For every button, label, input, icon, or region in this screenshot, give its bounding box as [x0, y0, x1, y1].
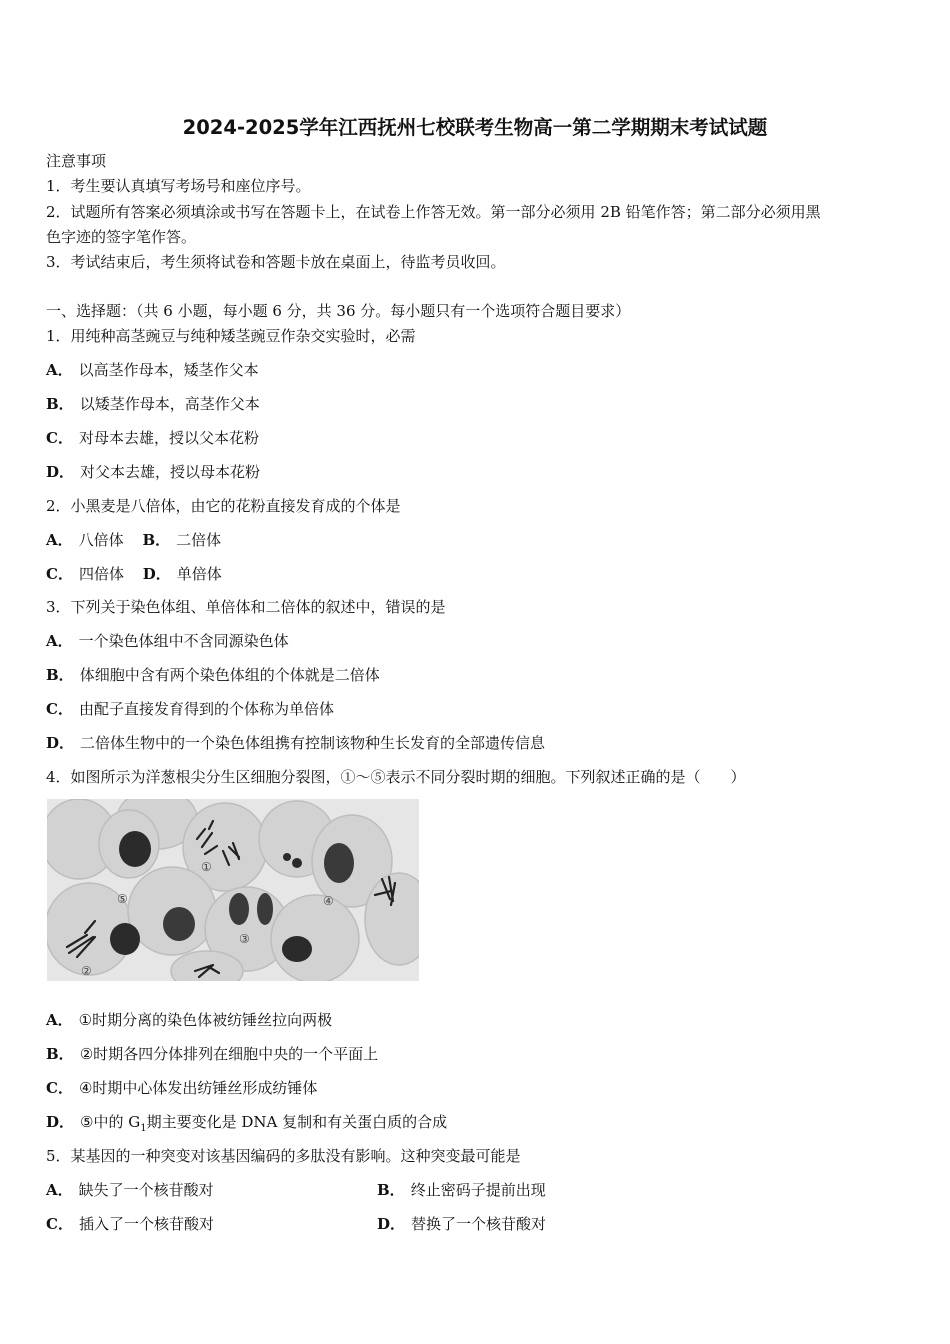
option-text: 二倍体 — [176, 531, 222, 549]
q1-option-c — [46, 428, 259, 448]
option-letter: A． — [46, 1011, 73, 1029]
q4-option-d — [46, 1112, 447, 1139]
option-text: ④时期中心体发出纺锤丝形成纺锤体 — [78, 1079, 318, 1097]
option-text: ②时期各四分体排列在细胞中央的一个平面上 — [79, 1045, 379, 1063]
subscript: 1 — [140, 1123, 147, 1134]
option-letter: A． — [46, 632, 73, 650]
q4-option-a — [46, 1010, 332, 1030]
q5-stem: 5．某基因的一种突变对该基因编码的多肽没有影响。这种突变最可能是 — [46, 1147, 521, 1165]
option-text: 替换了一个核苷酸对 — [411, 1215, 547, 1233]
option-letter: B． — [142, 531, 171, 549]
notice-item-3: 3．考试结束后，考生须将试卷和答题卡放在桌面上，待监考员收回。 — [46, 253, 506, 271]
option-letter: D． — [377, 1215, 406, 1233]
option-text: 缺失了一个核苷酸对 — [78, 1181, 214, 1199]
q5-option-a — [46, 1180, 214, 1200]
notice-heading: 注意事项 — [46, 152, 107, 170]
q2-options-row-2 — [46, 564, 222, 584]
option-letter: B． — [377, 1181, 405, 1199]
option-letter: D． — [46, 734, 75, 752]
option-text: 以高茎作母本，矮茎作父本 — [78, 361, 259, 379]
q3-option-a — [46, 631, 289, 651]
option-letter: D． — [46, 1113, 75, 1131]
option-text: 终止密码子提前出现 — [410, 1181, 546, 1199]
option-letter: C． — [46, 565, 73, 583]
notice-item-2: 2．试题所有答案必须填涂或书写在答题卡上，在试卷上作答无效。第一部分必须用 2B 铅笔作答；第二部分必须用黑 — [46, 203, 821, 221]
page-title: 2024-2025学年江西抚州七校联考生物高一第二学期期末考试试题 — [182, 116, 768, 139]
option-text: 对母本去雄，授以父本花粉 — [78, 429, 259, 447]
option-text: 二倍体生物中的一个染色体组携有控制该物种生长发育的全部遗传信息 — [80, 734, 546, 752]
q3-option-d — [46, 733, 545, 753]
option-letter: D． — [46, 463, 75, 481]
option-text-pre: ⑤中的 G — [80, 1113, 141, 1131]
q4-option-c — [46, 1078, 317, 1098]
option-letter: B． — [46, 395, 74, 413]
option-letter: C． — [46, 429, 73, 447]
option-text: ①时期分离的染色体被纺锤丝拉向两极 — [78, 1011, 333, 1029]
option-letter: D． — [142, 565, 171, 583]
q3-option-c — [46, 699, 334, 719]
q5-option-d — [377, 1214, 546, 1234]
q2-stem: 2．小黑麦是八倍体，由它的花粉直接发育成的个体是 — [46, 497, 401, 515]
q1-option-a — [46, 360, 259, 380]
option-text: 八倍体 — [78, 531, 124, 549]
option-text: 以矮茎作母本，高茎作父本 — [79, 395, 260, 413]
option-letter: C． — [46, 1215, 73, 1233]
q5-option-c — [46, 1214, 214, 1234]
q1-option-d — [46, 462, 260, 482]
q5-option-b — [377, 1180, 546, 1200]
option-letter: A． — [46, 1181, 73, 1199]
option-letter: B． — [46, 1045, 74, 1063]
q3-stem: 3．下列关于染色体组、单倍体和二倍体的叙述中，错误的是 — [46, 598, 446, 616]
label-2: ② — [81, 964, 92, 978]
option-letter: A． — [46, 361, 73, 379]
q4-stem: 4．如图所示为洋葱根尖分生区细胞分裂图，①～⑤表示不同分裂时期的细胞。下列叙述正确的是（ ） — [46, 768, 746, 786]
label-3: ③ — [239, 932, 250, 946]
notice-item-1: 1．考生要认真填写考场号和座位序号。 — [46, 177, 311, 195]
option-letter: C． — [46, 1079, 73, 1097]
label-1: ① — [201, 860, 212, 874]
section-heading: 一、选择题：（共 6 小题，每小题 6 分，共 36 分。每小题只有一个选项符合题目要求） — [46, 302, 631, 320]
onion-root-tip-micrograph — [47, 799, 419, 981]
option-letter: B． — [46, 666, 74, 684]
option-text: 四倍体 — [78, 565, 124, 583]
q3-option-b — [46, 665, 380, 685]
option-text: 插入了一个核苷酸对 — [78, 1215, 214, 1233]
option-text: 一个染色体组中不含同源染色体 — [78, 632, 289, 650]
q1-option-b — [46, 394, 260, 414]
option-letter: A． — [46, 531, 73, 549]
option-text-post: 期主要变化是 DNA 复制和有关蛋白质的合成 — [146, 1113, 448, 1131]
label-4: ④ — [323, 894, 334, 908]
option-text: 对父本去雄，授以母本花粉 — [80, 463, 261, 481]
q4-option-b — [46, 1044, 378, 1064]
option-text: 由配子直接发育得到的个体称为单倍体 — [78, 700, 334, 718]
option-letter: C． — [46, 700, 73, 718]
label-5: ⑤ — [117, 892, 128, 906]
q2-options-row-1 — [46, 530, 221, 550]
notice-item-2-cont: 色字迹的签字笔作答。 — [46, 228, 197, 246]
micrograph-drawing — [47, 799, 419, 981]
q1-stem: 1．用纯种高茎豌豆与纯种矮茎豌豆作杂交实验时，必需 — [46, 327, 416, 345]
option-text: 体细胞中含有两个染色体组的个体就是二倍体 — [79, 666, 380, 684]
option-text: 单倍体 — [176, 565, 222, 583]
